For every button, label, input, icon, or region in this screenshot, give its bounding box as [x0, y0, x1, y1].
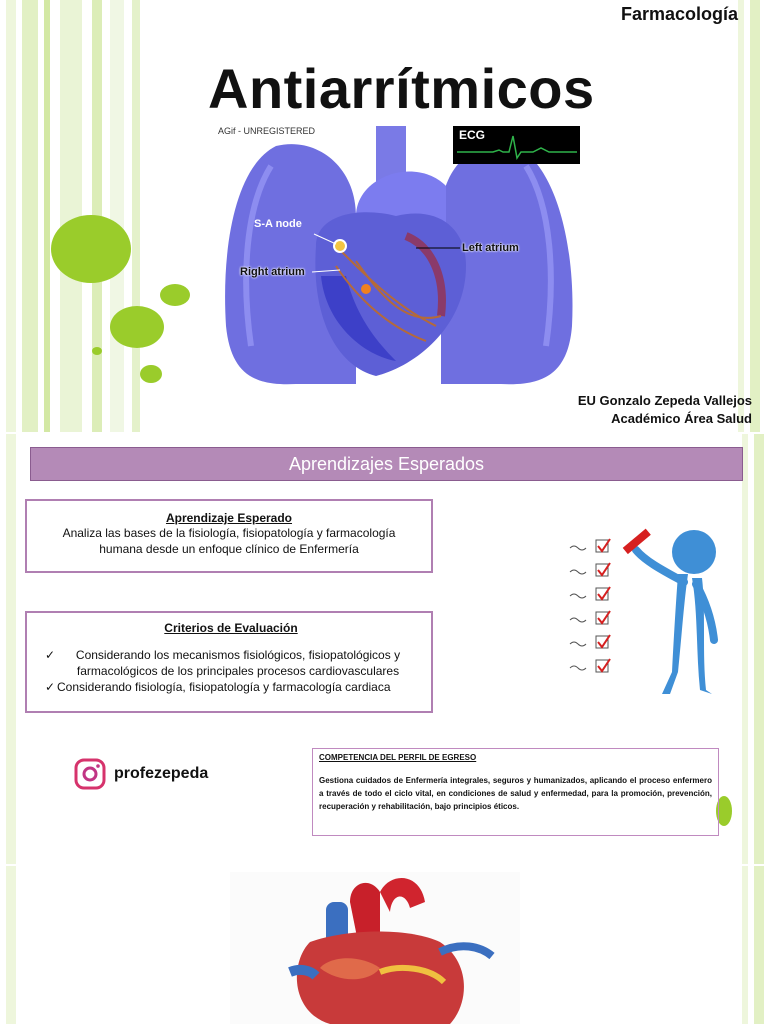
- decor-circle-large: [51, 215, 131, 283]
- competence-box: [312, 748, 719, 836]
- page-title: Antiarrítmicos: [208, 57, 595, 120]
- ecg-trace: [453, 126, 580, 164]
- objectives-slide: [0, 434, 768, 864]
- left-atrium-label: Left atrium: [462, 242, 519, 254]
- criteria-item: [43, 647, 419, 679]
- heart-conduction-image: [216, 126, 580, 386]
- expected-learning-title: Aprendizaje Esperado: [165, 511, 293, 525]
- author-name: EU Gonzalo Zepeda Vallejos: [577, 393, 752, 408]
- ecg-monitor: [453, 126, 580, 164]
- checklist-figure-illustration: [566, 522, 726, 702]
- checkmark-icon: ✓: [44, 680, 56, 694]
- course-name: Farmacología: [620, 4, 738, 24]
- right-stripes: [736, 0, 768, 432]
- criteria-item: [43, 679, 419, 695]
- criteria-box: [25, 611, 433, 713]
- title-slide: [0, 0, 768, 432]
- heart-anatomy-image: [230, 872, 520, 1024]
- left-stripes-3: [0, 866, 24, 1024]
- instagram-handle[interactable]: [74, 758, 208, 790]
- heart-slide: [0, 866, 768, 1024]
- watermark: AGif - UNREGISTERED: [218, 126, 316, 136]
- decor-circle-tiny: [92, 347, 102, 355]
- instagram-icon: [74, 758, 106, 790]
- author-block: [578, 392, 752, 428]
- decor-circle-small-2: [140, 365, 162, 383]
- section-banner: Aprendizajes Esperados: [30, 447, 743, 481]
- criteria-item-text: Considerando los mecanismos fisiológicos, fisiopatológicos y farmacológicos de los principales procesos cardiovasculares: [75, 648, 401, 678]
- expected-learning-box: [25, 499, 433, 573]
- left-stripes: [0, 0, 150, 432]
- competence-text: Gestiona cuidados de Enfermería integrales, seguros y humanizados, aplicando el proceso enfermero a través de todo el ciclo vital, en condiciones de salud y enfermedad, para la promoción, prevención, recuperación y rehabilitación, bajo principios éticos.: [319, 776, 712, 811]
- right-atrium-label: Right atrium: [240, 266, 305, 278]
- ecg-label: ECG: [459, 128, 486, 142]
- right-stripes-2: [740, 434, 768, 864]
- sa-node-label: S-A node: [254, 218, 302, 230]
- expected-learning-text: Analiza las bases de la fisiología, fisiopatología y farmacología humana desde un enfoque clínico de Enfermería: [62, 526, 396, 556]
- author-role: Académico Área Salud: [611, 411, 752, 426]
- left-stripes-2: [0, 434, 24, 864]
- competence-title: COMPETENCIA DEL PERFIL DE EGRESO: [319, 753, 477, 762]
- right-stripes-3: [740, 866, 768, 1024]
- criteria-item-text: Considerando fisiología, fisiopatología y farmacología cardiaca: [57, 680, 391, 694]
- decor-circle-small: [160, 284, 190, 306]
- criteria-title: Criterios de Evaluación: [164, 621, 298, 635]
- checkmark-icon: ✓: [44, 648, 56, 662]
- decor-circle-medium: [110, 306, 164, 348]
- instagram-username: profezepeda: [114, 765, 209, 782]
